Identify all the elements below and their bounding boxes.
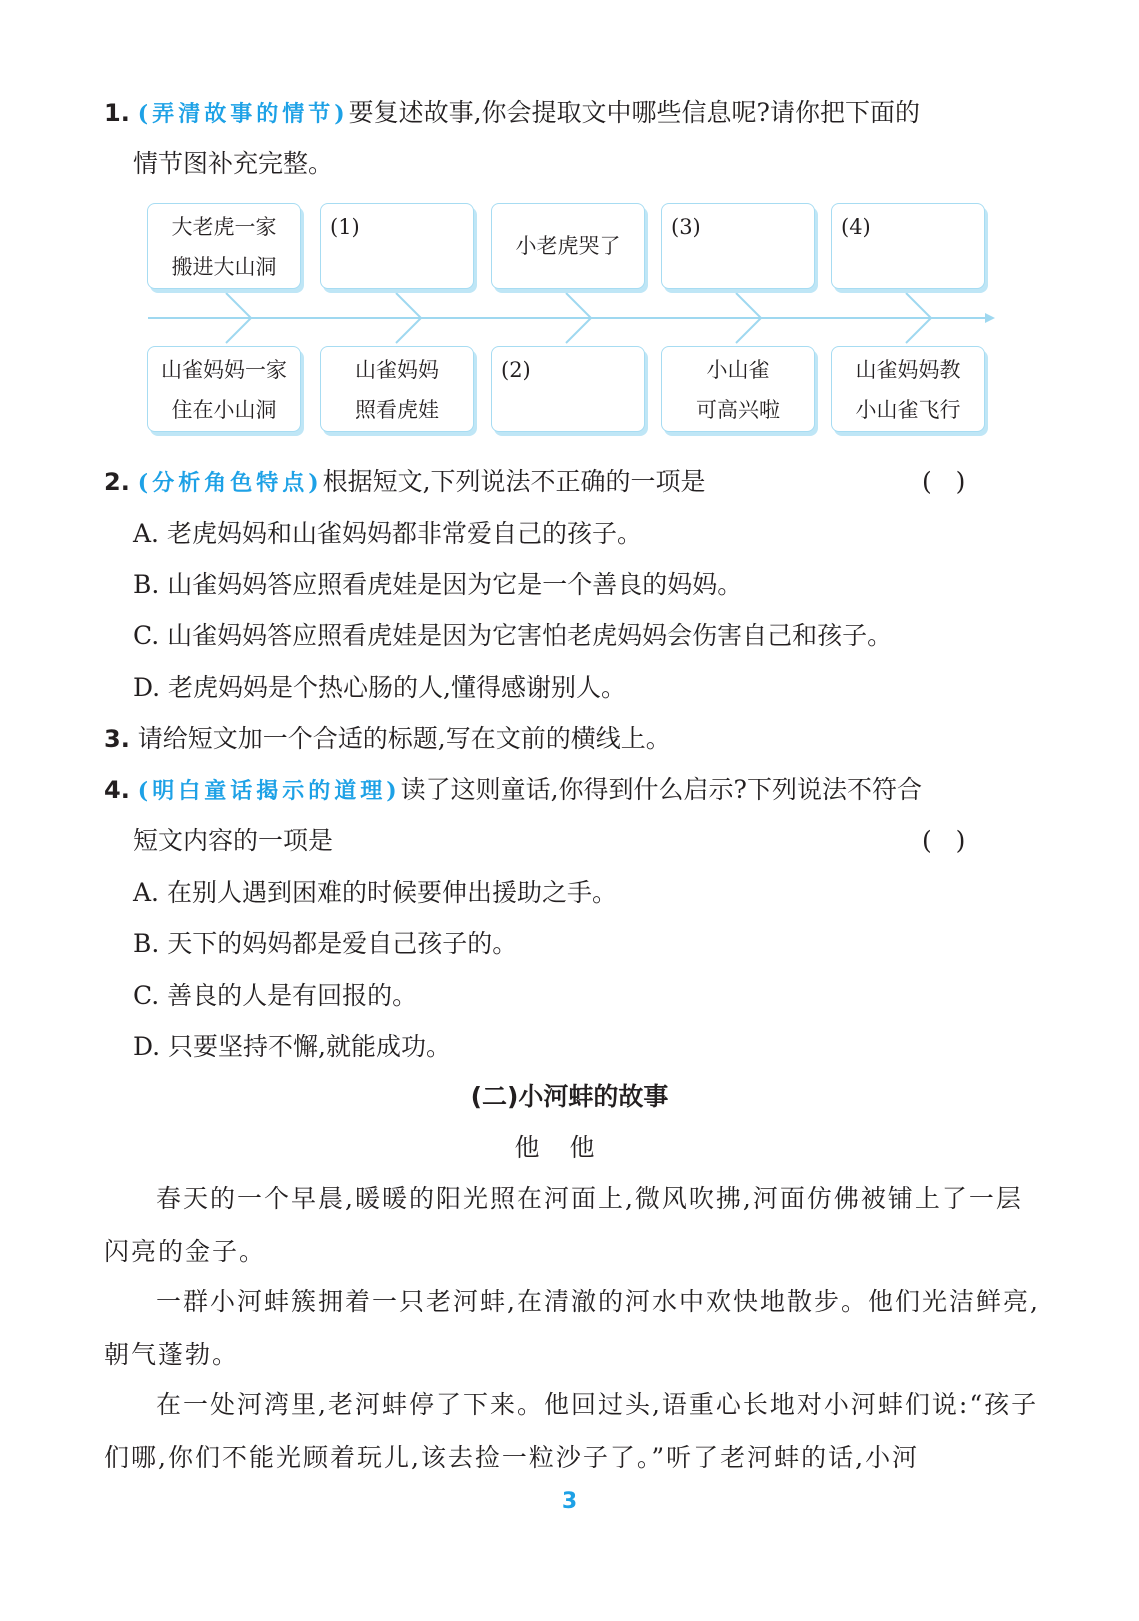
plot-box-text: (1)	[330, 215, 360, 239]
plot-box-text: 住在小山洞	[171, 398, 277, 422]
plot-box-text: 山雀妈妈	[355, 358, 439, 382]
plot-box-text: 大老虎一家	[171, 215, 277, 239]
plot-box-text: 小山雀	[706, 358, 770, 382]
plot-box-text: 搬进大山洞	[171, 255, 277, 279]
q2-answer-bracket[interactable]: ( )	[922, 467, 966, 496]
q2-number: 2.	[104, 468, 130, 496]
plot-box-bottom-2	[320, 346, 474, 432]
section-author: 他他	[514, 1133, 625, 1162]
q1-line2: 情节图补充完整。	[133, 149, 334, 178]
q1-line1	[104, 96, 920, 131]
paragraph-text: 春天的一个早晨,暖暖的阳光照在河面上,微风吹拂,河面仿佛被铺上了一层闪亮的金子。	[104, 1184, 1023, 1266]
story-paragraph-3	[104, 1378, 1044, 1484]
q2-option-d: D. 老虎妈妈是个热心肠的人,懂得感谢别人。	[133, 673, 626, 702]
q2-option-b: B. 山雀妈妈答应照看虎娃是因为它是一个善良的妈妈。	[133, 570, 743, 599]
plot-box-bottom-4	[661, 346, 815, 432]
q1-text1: 要复述故事,你会提取文中哪些信息呢?请你把下面的	[348, 98, 920, 127]
plot-box-bottom-1	[147, 346, 301, 432]
plot-box-text: 山雀妈妈教	[855, 358, 961, 382]
plot-box-top-1	[147, 203, 301, 289]
q4-tag: (明白童话揭示的道理)	[137, 778, 401, 804]
plot-box-text: 小老虎哭了	[515, 234, 621, 258]
q2-text: 根据短文,下列说法不正确的一项是	[322, 467, 706, 496]
q4-option-a: A. 在别人遇到困难的时候要伸出援助之手。	[133, 878, 617, 907]
story-paragraph-1	[104, 1172, 1044, 1278]
plot-box-text: (3)	[671, 215, 701, 239]
plot-box-text: 小山雀飞行	[855, 398, 961, 422]
plot-box-text: (4)	[841, 215, 871, 239]
plot-box-bottom-5	[831, 346, 985, 432]
section-title: (二)小河蚌的故事	[470, 1082, 669, 1111]
q4-answer-bracket[interactable]: ( )	[922, 826, 966, 855]
q1-tag: (弄清故事的情节)	[137, 101, 349, 127]
q3-text: 请给短文加一个合适的标题,写在文前的横线上。	[137, 724, 671, 753]
plot-box-top-2[interactable]	[320, 203, 474, 289]
q4-number: 4.	[104, 776, 130, 804]
q4-line1	[104, 773, 922, 808]
q4-option-b: B. 天下的妈妈都是爱自己孩子的。	[133, 929, 518, 958]
timeline-arrow-head	[985, 313, 995, 323]
paragraph-text: 一群小河蚌簇拥着一只老河蚌,在清澈的河水中欢快地散步。他们光洁鲜亮,朝气蓬勃。	[104, 1287, 1040, 1369]
q2-option-c: C. 山雀妈妈答应照看虎娃是因为它害怕老虎妈妈会伤害自己和孩子。	[133, 621, 893, 650]
q4-text1: 读了这则童话,你得到什么启示?下列说法不符合	[400, 775, 922, 804]
plot-box-top-4[interactable]	[661, 203, 815, 289]
q3-line	[104, 722, 671, 756]
q3-number: 3.	[104, 725, 130, 753]
plot-box-top-5[interactable]	[831, 203, 985, 289]
paragraph-text: 在一处河湾里,老河蚌停了下来。他回过头,语重心长地对小河蚌们说:“孩子们哪,你们不能光顾着玩儿,该去捡一粒沙子了。”听了老河蚌的话,小河	[104, 1390, 1039, 1472]
page-number: 3	[561, 1489, 578, 1514]
q2-option-a: A. 老虎妈妈和山雀妈妈都非常爱自己的孩子。	[133, 519, 642, 548]
q4-line2: 短文内容的一项是	[133, 826, 334, 855]
q4-option-c: C. 善良的人是有回报的。	[133, 981, 418, 1010]
plot-box-top-3	[491, 203, 645, 289]
plot-box-bottom-3[interactable]	[491, 346, 645, 432]
story-paragraph-2	[104, 1275, 1044, 1381]
plot-box-text: (2)	[501, 358, 531, 382]
q4-option-d: D. 只要坚持不懈,就能成功。	[133, 1032, 451, 1061]
q1-number: 1.	[104, 99, 130, 127]
plot-box-text: 照看虎娃	[355, 398, 439, 422]
plot-box-text: 山雀妈妈一家	[161, 358, 287, 382]
plot-box-text: 可高兴啦	[696, 398, 780, 422]
q2-line	[104, 465, 706, 500]
q2-tag: (分析角色特点)	[137, 470, 323, 496]
